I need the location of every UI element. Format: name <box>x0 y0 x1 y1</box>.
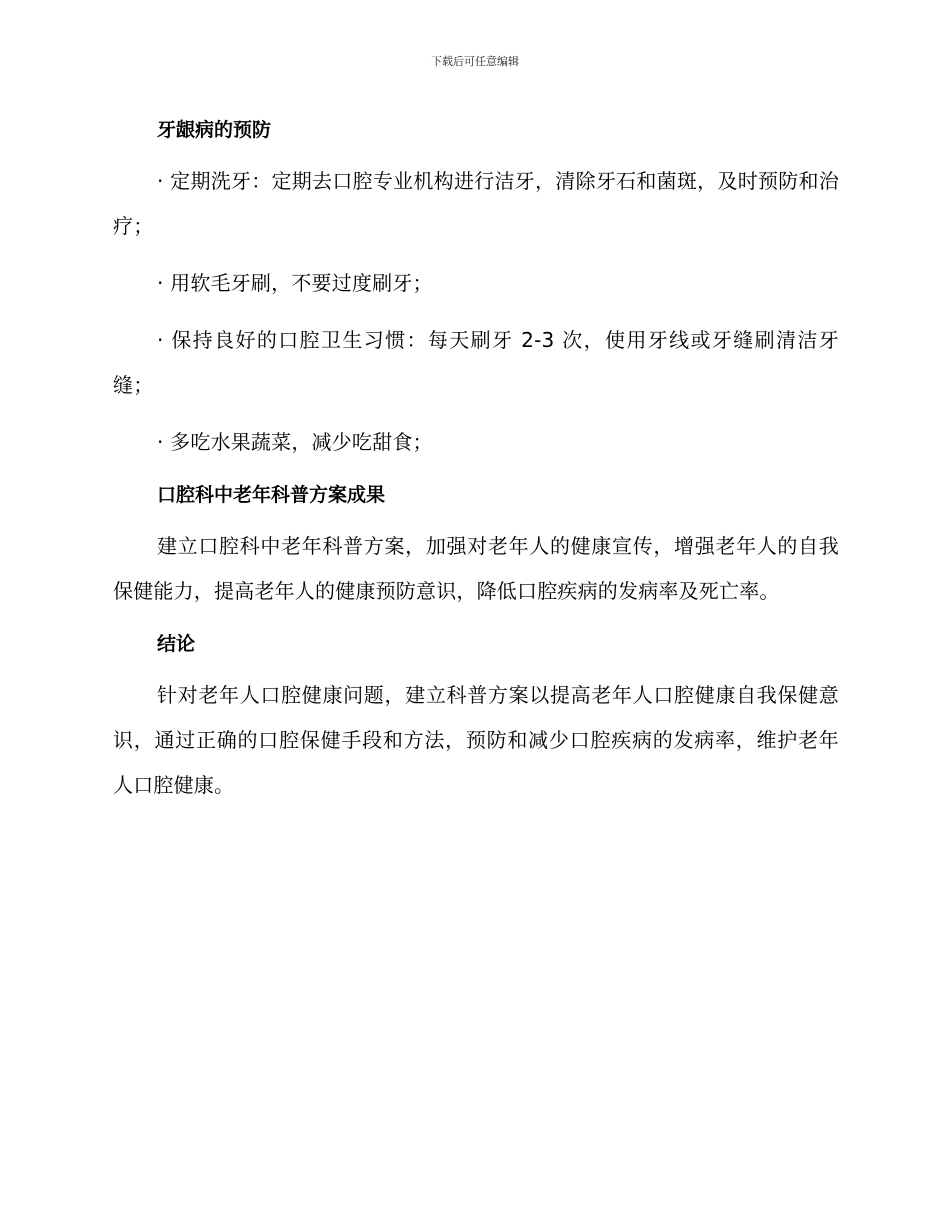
bullet-oral-hygiene-habits: · 保持良好的口腔卫生习惯：每天刷牙 2-3 次，使用牙线或牙缝刷清洁牙缝； <box>113 328 839 397</box>
header-note: 下载后可任意编辑 <box>431 55 519 68</box>
bullet-regular-cleaning: · 定期洗牙：定期去口腔专业机构进行洁牙，清除牙石和菌斑，及时预防和治疗； <box>113 169 839 238</box>
bullet-soft-toothbrush: · 用软毛牙刷，不要过度刷牙； <box>157 271 433 295</box>
section-heading-gum-disease-prevention: 牙龈病的预防 <box>157 119 272 141</box>
section-heading-conclusion: 结论 <box>157 633 196 655</box>
document-body <box>113 112 839 820</box>
section-heading-program-results: 口腔科中老年科普方案成果 <box>157 484 386 506</box>
paragraph-program-results: 建立口腔科中老年科普方案，加强对老年人的健康宣传，增强老年人的自我保健能力，提高老年人的健康预防意识，降低口腔疾病的发病率及死亡率。 <box>113 534 839 603</box>
bullet-diet: · 多吃水果蔬菜，减少吃甜食； <box>157 430 433 454</box>
paragraph-conclusion: 针对老年人口腔健康问题，建立科普方案以提高老年人口腔健康自我保健意识，通过正确的口腔保健手段和方法，预防和减少口腔疾病的发病率，维护老年人口腔健康。 <box>113 683 839 797</box>
